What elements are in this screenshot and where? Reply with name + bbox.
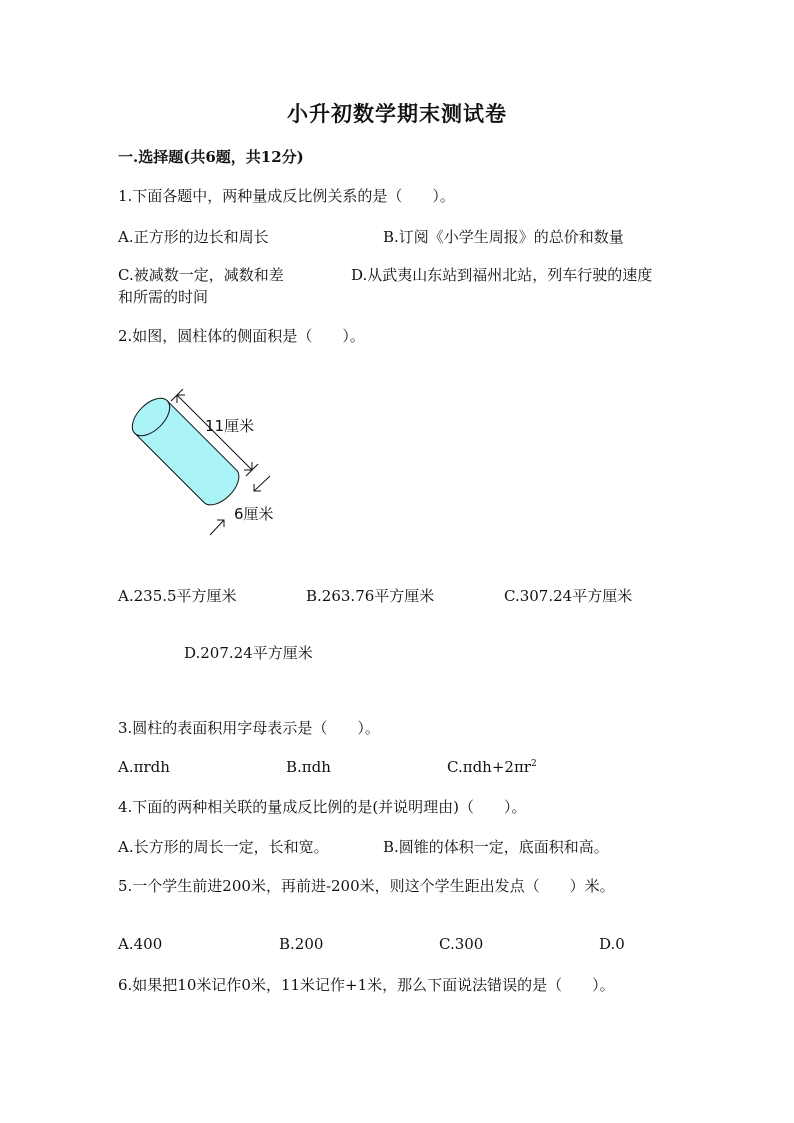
question-3: 3.圆柱的表面积用字母表示是（ ）。 — [118, 719, 380, 737]
cylinder-figure — [118, 380, 288, 540]
q1-option-a: A.正方形的边长和周长 — [118, 228, 269, 246]
q2-option-a: A.235.5平方厘米 — [118, 587, 237, 605]
diameter-label: 6厘米 — [234, 505, 274, 523]
q5-option-b: B.200 — [279, 935, 324, 953]
question-2: 2.如图，圆柱体的侧面积是（ ）。 — [118, 327, 365, 345]
question-5: 5.一个学生前进200米，再前进-200米，则这个学生距出发点（ ）米。 — [118, 877, 615, 895]
section-heading: 一.选择题(共6题，共12分) — [118, 148, 304, 166]
q5-option-c: C.300 — [439, 935, 484, 953]
q5-option-d: D.0 — [599, 935, 625, 953]
q3-option-c — [447, 758, 537, 776]
q2-option-b: B.263.76平方厘米 — [306, 587, 435, 605]
q1-option-d-continued: 和所需的时间 — [118, 288, 209, 306]
q1-option-b: B.订阅《小学生周报》的总价和数量 — [383, 228, 624, 246]
q3-option-a: A.πrdh — [118, 758, 170, 776]
q3-option-b: B.πdh — [286, 758, 331, 776]
q4-option-a: A.长方形的周长一定，长和宽。 — [118, 838, 329, 856]
q2-option-c: C.307.24平方厘米 — [504, 587, 633, 605]
question-1: 1.下面各题中，两种量成反比例关系的是（ ）。 — [118, 187, 455, 205]
q5-option-a: A.400 — [118, 935, 163, 953]
q2-option-d: D.207.24平方厘米 — [184, 644, 313, 662]
q3-option-c-exponent: 2 — [530, 759, 537, 769]
page-title: 小升初数学期末测试卷 — [287, 101, 507, 126]
question-4: 4.下面的两种相关联的量成反比例的是(并说明理由)（ ）。 — [118, 798, 527, 816]
q3-option-c-formula: C.πdh+2πr — [447, 758, 531, 776]
q4-option-b: B.圆锥的体积一定，底面积和高。 — [383, 838, 609, 856]
q1-option-d: D.从武夷山东站到福州北站，列车行驶的速度 — [351, 266, 653, 284]
length-label: 11厘米 — [205, 417, 255, 435]
diameter-arrow-upper — [254, 476, 270, 491]
question-6: 6.如果把10米记作0米，11米记作+1米，那么下面说法错误的是（ ）。 — [118, 976, 615, 994]
q1-option-c: C.被减数一定，减数和差 — [118, 266, 284, 284]
diameter-arrow-lower — [210, 520, 224, 535]
